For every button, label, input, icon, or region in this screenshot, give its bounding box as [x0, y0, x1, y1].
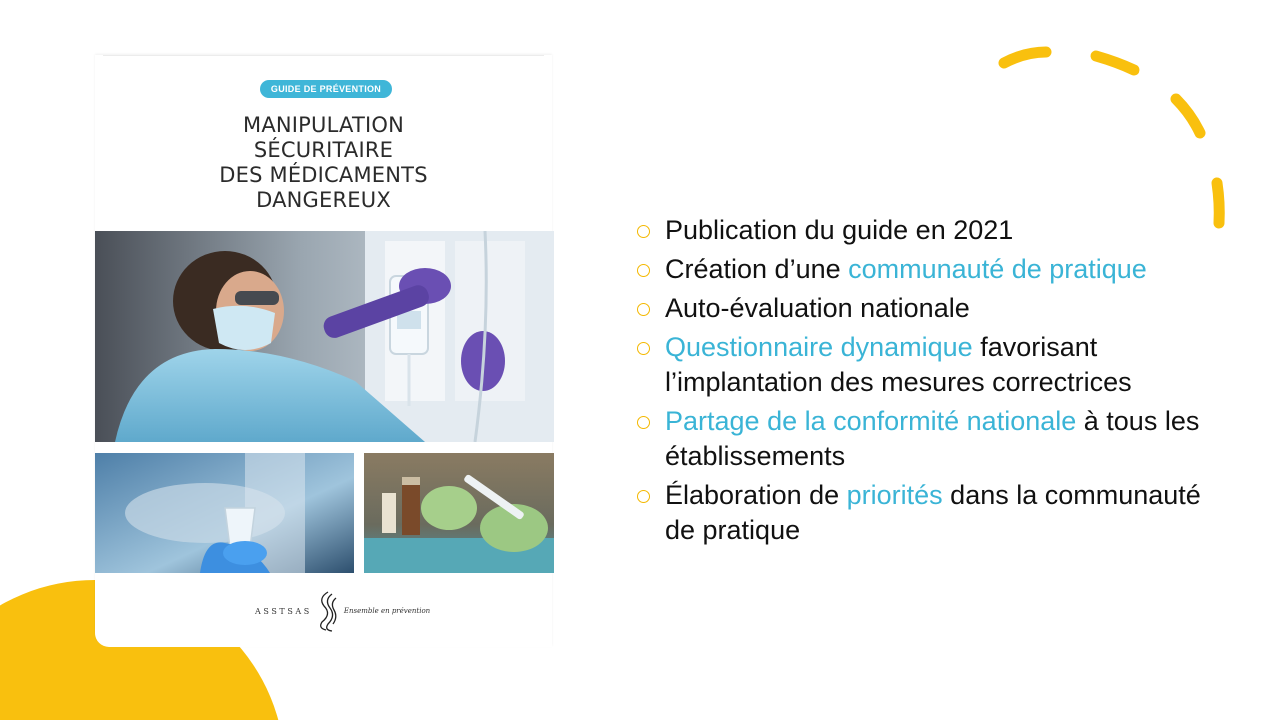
logo-wordmark: ASSTSAS: [255, 606, 312, 616]
logo-tagline: Ensemble en prévention: [343, 607, 431, 615]
bullet-item: [634, 291, 1234, 326]
bullet-text: Élaboration de: [665, 480, 847, 510]
bullet-circle-icon: [637, 303, 650, 316]
bullet-circle-icon: [637, 264, 650, 277]
bullet-highlight-text: communauté de pratique: [848, 254, 1147, 284]
photo-pharmacist-iv-bag: [95, 231, 554, 442]
bullet-item: [634, 252, 1234, 287]
bullet-circle-icon: [637, 342, 650, 355]
bullet-list: [634, 213, 1234, 552]
photo-gloved-hand-cup: [95, 453, 354, 573]
bullet-highlight-text: Partage de la conformité nationale: [665, 406, 1077, 436]
bullet-text: Publication du guide en 2021: [665, 215, 1014, 245]
guide-title-line: MANIPULATION: [243, 113, 404, 137]
bullet-circle-icon: [637, 416, 650, 429]
bullet-text: à tous les établissements: [665, 406, 1200, 471]
guide-cover: [95, 55, 552, 647]
bullet-text: Auto-évaluation nationale: [665, 293, 970, 323]
bullet-highlight-text: Questionnaire dynamique: [665, 332, 973, 362]
guide-title-line: DANGEREUX: [256, 188, 391, 212]
bullet-item: [634, 330, 1234, 400]
guide-title-line: DES MÉDICAMENTS: [219, 163, 428, 187]
bullet-text: Création d’une: [665, 254, 849, 284]
guide-title: [95, 113, 552, 213]
bullet-item: [634, 404, 1234, 474]
guide-title-line: SÉCURITAIRE: [253, 138, 394, 162]
logo-mark-icon: [316, 590, 340, 632]
cover-top-border: [103, 55, 544, 56]
photo-gloved-hands-syringe: [364, 453, 554, 573]
bullet-item: [634, 213, 1234, 248]
bullet-circle-icon: [637, 490, 650, 503]
bullet-circle-icon: [637, 225, 650, 238]
bullet-highlight-text: priorités: [846, 480, 943, 510]
bullet-item: [634, 478, 1234, 548]
asstsas-logo: [255, 589, 430, 633]
guide-badge: GUIDE DE PRÉVENTION: [260, 80, 392, 98]
bullet-text: dans la communauté de pratique: [665, 480, 1201, 545]
bullet-text: favorisant l’implantation des mesures correctrices: [665, 332, 1132, 397]
